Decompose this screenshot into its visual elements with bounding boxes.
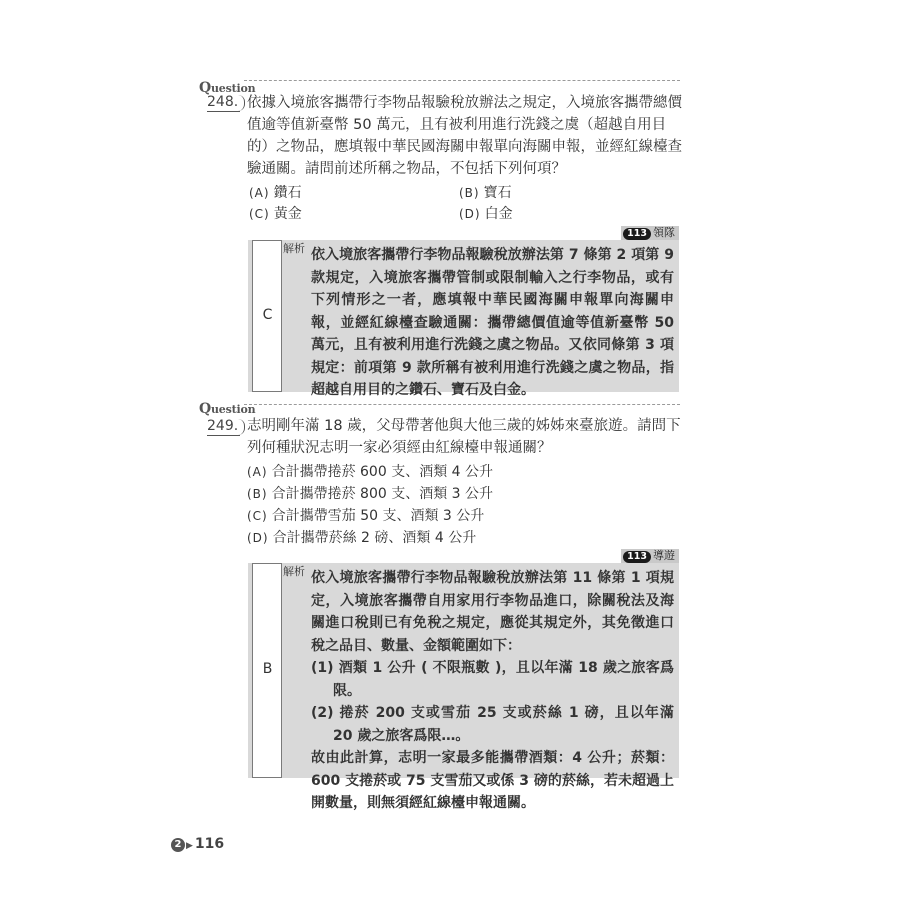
analysis-intro: 依入境旅客攜帶行李物品報驗稅放辦法第 11 條第 1 項規定，入境旅客攜帶自用家用行李物品進口，除關稅法及海關進口稅則已有免稅之規定，應從其規定外，其免徵進口稅之品目、數量、金額範圍如下： bbox=[311, 570, 674, 654]
question-label: Question bbox=[199, 401, 256, 417]
analysis-conclusion: 故由此計算，志明一家最多能攜帶酒類：4 公升；菸類：600 支捲菸或 75 支雪茄又或係 3 磅的菸絲，若未超過上開數量，則無須經紅線檯申報通關。 bbox=[311, 750, 674, 811]
analysis-label: 解析 bbox=[283, 242, 305, 255]
exam-tag: 113 領隊 bbox=[621, 226, 679, 240]
option-b: (B) 合計攜帶捲菸 800 支、酒類 3 公升 bbox=[247, 486, 494, 502]
answer-letter: C bbox=[262, 307, 273, 323]
page-number: 116 bbox=[194, 836, 225, 852]
answer-box bbox=[248, 240, 679, 398]
question-divider bbox=[244, 404, 680, 405]
analysis-text: 依入境旅客攜帶行李物品報驗稅放辦法第 7 條第 2 項第 9 款規定，入境旅客攜帶管制或限制輸入之行李物品，或有下列情形之一者，應填報中華民國海關申報單向海關申報，並經紅線檯查驗通關：攜帶總價值逾等值新臺幣 50 萬元，且有被利用進行洗錢之虞之物品。又依同條第 3 項規定：前項第 9 款所稱有被利用進行洗錢之虞之物品，指超越自用目的之鑽石、寶石及白金。 bbox=[311, 247, 674, 398]
arrow-right-icon: ▶ bbox=[186, 841, 193, 851]
option-c: (C) 合計攜帶雪茄 50 支、酒類 3 公升 bbox=[247, 508, 485, 524]
analysis-item: (2) 捲菸 200 支或雪茄 25 支或菸絲 1 磅，且以年滿 20 歲之旅客爲限…。 bbox=[311, 705, 674, 744]
page-footer bbox=[171, 836, 224, 852]
option-d: (D) 白金 bbox=[459, 206, 513, 222]
question-number: 248. bbox=[207, 94, 239, 110]
analysis-text bbox=[311, 567, 674, 815]
chapter-badge: 2 bbox=[171, 838, 185, 852]
analysis-item: (1) 酒類 1 公升 ( 不限瓶數 )，且以年滿 18 歲之旅客爲限。 bbox=[311, 660, 675, 699]
question-text: 依據入境旅客攜帶行李物品報驗稅放辦法之規定，入境旅客攜帶總價值逾等值新臺幣 50 萬元，且有被利用進行洗錢之虞（超越自用目的）之物品，應填報中華民國海關申報單向海關申報，並經紅線檯查驗通關。請問前述所稱之物品，不包括下列何項？ bbox=[247, 95, 682, 177]
answer-box bbox=[248, 563, 679, 811]
question-number: 249. bbox=[207, 418, 239, 434]
option-a: (A) 鑽石 bbox=[249, 185, 302, 201]
exam-tag: 113 導遊 bbox=[621, 549, 679, 563]
analysis-label: 解析 bbox=[283, 565, 305, 578]
option-c: (C) 黃金 bbox=[249, 206, 302, 222]
option-d: (D) 合計攜帶菸絲 2 磅、酒類 4 公升 bbox=[247, 530, 477, 546]
question-text: 志明剛年滿 18 歲，父母帶著他與大他三歲的姊姊來臺旅遊。請問下列何種狀況志明一家必須經由紅線檯申報通關？ bbox=[247, 418, 681, 456]
question-label: Question bbox=[199, 80, 256, 96]
question-divider bbox=[244, 80, 680, 81]
answer-letter: B bbox=[262, 661, 273, 677]
option-b: (B) 寶石 bbox=[459, 185, 512, 201]
option-a: (A) 合計攜帶捲菸 600 支、酒類 4 公升 bbox=[247, 464, 494, 480]
